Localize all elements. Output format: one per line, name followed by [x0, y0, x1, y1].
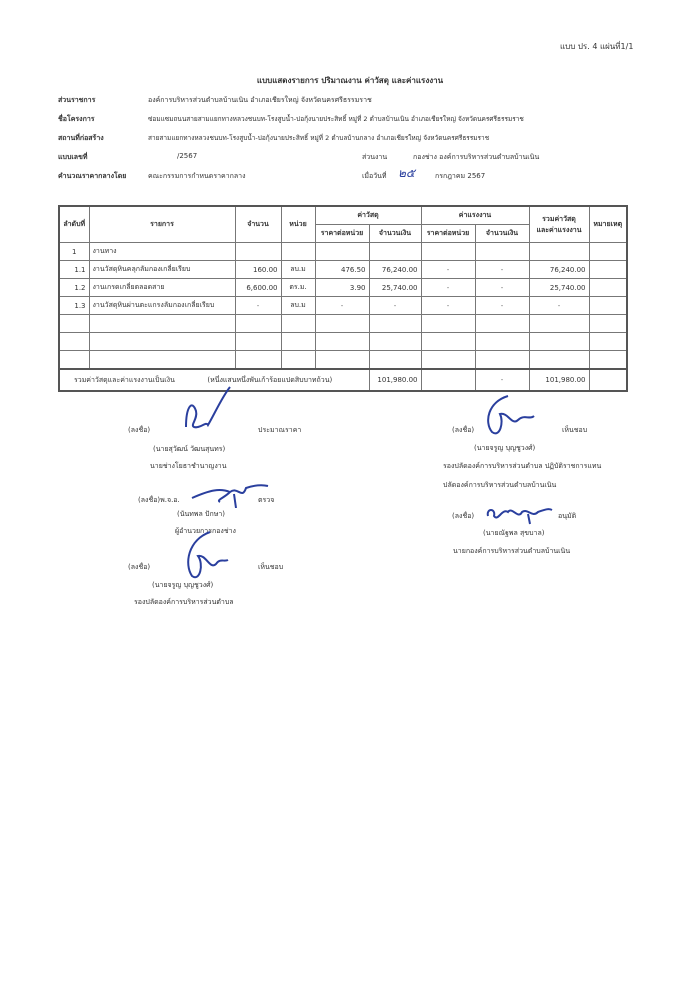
date-label: เมื่อวันที่: [362, 172, 387, 180]
form-no-value: /2567: [177, 152, 198, 160]
sig1-position: นายช่างโยธาชำนาญงาน: [150, 462, 227, 470]
cell-item: งานวัสดุหินผ่านตะแกรงลัมกองเกลี่ยเรียบ: [89, 297, 235, 315]
header-total-line1: รวมค่าวัสดุ: [542, 214, 576, 223]
table-row: [59, 279, 627, 297]
calc-value: คณะกรรมการกำหนดราคากลาง: [148, 172, 246, 180]
sig5-position: รองปลัดองค์การบริหารส่วนตำบล: [134, 598, 234, 606]
cell-no: 1.3: [59, 297, 89, 315]
sig2-position2: ปลัดองค์การบริหารส่วนตำบลบ้านเนิน: [443, 481, 557, 489]
project-label: ชื่อโครงการ: [58, 115, 95, 123]
header-remark: หมายเหตุ: [589, 206, 627, 243]
signature-5-handwriting: [180, 530, 230, 582]
date-value: กรกฎาคม 2567: [435, 172, 486, 180]
table-row: [59, 261, 627, 279]
cell-lab-amount: -: [475, 261, 529, 279]
cell-remark: [589, 297, 627, 315]
calc-label: คำนวณราคากลางโดย: [58, 172, 127, 180]
sig3-position: ผู้อำนวยการกองช่าง: [175, 527, 236, 535]
sig4-prefix: (ลงชื่อ): [452, 512, 475, 520]
page-title: แบบแสดงรายการ ปริมาณงาน ค่าวัสดุ และค่าแรงงาน: [256, 76, 444, 85]
cell-qty: 160.00: [235, 261, 281, 279]
total-words: (หนึ่งแสนหนึ่งพันเก้าร้อยแปดสิบบาทถ้วน): [207, 375, 333, 384]
agency-label: ส่วนราชการ: [58, 96, 96, 104]
form-no-label: แบบเลขที่: [58, 153, 88, 161]
sig2-name: (นายจรูญ บุญชูวงศ์): [474, 444, 536, 452]
total-row: [59, 369, 627, 391]
cell-mat-amount: 76,240.00: [369, 261, 421, 279]
cell-item: งานทาง: [89, 243, 235, 261]
sig4-position: นายกองค์การบริหารส่วนตำบลบ้านเนิน: [453, 547, 571, 555]
header-no: ลำดับที่: [59, 206, 89, 243]
sig2-position: รองปลัดองค์การบริหารส่วนตำบล ปฏิบัติราชการแทน: [443, 462, 602, 470]
header-qty: จำนวน: [235, 206, 281, 243]
cell-remark: [589, 261, 627, 279]
cell-no: 1.2: [59, 279, 89, 297]
table-row-empty: [59, 351, 627, 370]
cell-remark: [589, 279, 627, 297]
cell-qty: -: [235, 297, 281, 315]
cell-unit: ลบ.ม: [281, 261, 315, 279]
total-label: รวมค่าวัสดุและค่าแรงงานเป็นเงิน: [74, 375, 175, 384]
signature-2-handwriting: [478, 392, 538, 440]
cell-mat-price: 3.90: [315, 279, 369, 297]
table-row: [59, 243, 627, 261]
cell-total: 25,740.00: [529, 279, 589, 297]
signature-1-handwriting: [178, 385, 238, 435]
cell-qty: 6,600.00: [235, 279, 281, 297]
header-material-unit-price: ราคาต่อหน่วย: [315, 225, 369, 243]
cell-no: 1.1: [59, 261, 89, 279]
total-all: 101,980.00: [529, 369, 589, 391]
cell-lab-price: -: [421, 297, 475, 315]
sig5-name: (นายจรูญ บุญชูวงศ์): [152, 581, 214, 589]
header-unit: หน่วย: [281, 206, 315, 243]
location-label: สถานที่ก่อสร้าง: [58, 134, 104, 142]
cell-lab-amount: -: [475, 297, 529, 315]
sig3-prefix: (ลงชื่อ)พ.จ.อ.: [138, 496, 180, 504]
sig4-role: อนุมัติ: [558, 512, 577, 520]
sig3-name: (นันทพล ปักษา): [177, 510, 226, 518]
cell-lab-price: -: [421, 261, 475, 279]
cell-mat-price: -: [315, 297, 369, 315]
header-total: [529, 206, 589, 243]
sig5-role: เห็นชอบ: [258, 563, 284, 571]
table-row-empty: [59, 333, 627, 351]
total-labor: -: [475, 369, 529, 391]
sig4-name: (นายณัฐพล สุขบาล): [483, 529, 545, 537]
cell-mat-price: 476.50: [315, 261, 369, 279]
header-total-line2: และค่าแรงงาน: [536, 225, 582, 234]
cell-item: งานเกรดเกลี่ยตลอดสาย: [89, 279, 235, 297]
header-labor-unit-price: ราคาต่อหน่วย: [421, 225, 475, 243]
cell-lab-price: -: [421, 279, 475, 297]
cell-no: 1: [59, 243, 89, 261]
header-material: ค่าวัสดุ: [315, 206, 421, 225]
cell-mat-amount: 25,740.00: [369, 279, 421, 297]
cell-mat-amount: -: [369, 297, 421, 315]
dept-value: กองช่าง องค์การบริหารส่วนตำบลบ้านเนิน: [413, 153, 540, 161]
sig3-role: ตรวจ: [258, 496, 275, 504]
sig1-prefix: (ลงชื่อ): [128, 426, 151, 434]
table-row-empty: [59, 315, 627, 333]
cell-total: -: [529, 297, 589, 315]
dept-label: ส่วนงาน: [362, 153, 388, 161]
sig2-prefix: (ลงชื่อ): [452, 426, 475, 434]
cell-lab-amount: -: [475, 279, 529, 297]
project-value: ซ่อมแซมถนนสายสามแยกทางหลวงชนบท-โรงสูบน้ำ-บ่อกุ้งนายประสิทธิ์ หมู่ที่ 2 ตำบลบ้านเนิน อำเภอเชียรใหญ่ จังหวัดนครศรีธรรมราช: [148, 115, 524, 123]
quantity-table: [58, 205, 628, 392]
location-value: สายสามแยกทางหลวงชนบท-โรงสูบน้ำ-บ่อกุ้งนายประสิทธิ์ หมู่ที่ 2 ตำบลบ้านกลาง อำเภอเชียรใหญ่ จังหวัดนครศรีธรรมราช: [148, 134, 490, 142]
cell-unit: ตร.ม.: [281, 279, 315, 297]
form-code: แบบ ปร. 4 แผ่นที่1/1: [560, 42, 634, 51]
cell-item: งานวัสดุหินคลุกลัมกองเกลี่ยเรียบ: [89, 261, 235, 279]
sig5-prefix: (ลงชื่อ): [128, 563, 151, 571]
sig1-name: (นายสุวัฒน์ วัฒนสุนทร): [153, 445, 226, 453]
cell-total: 76,240.00: [529, 261, 589, 279]
header-labor-amount: จำนวนเงิน: [475, 225, 529, 243]
sig2-role: เห็นชอบ: [562, 426, 588, 434]
header-labor: ค่าแรงงาน: [421, 206, 529, 225]
agency-value: องค์การบริหารส่วนตำบลบ้านเนิน อำเภอเชียรใหญ่ จังหวัดนครศรีธรรมราช: [148, 96, 372, 104]
sig1-role: ประมาณราคา: [258, 426, 302, 434]
cell-unit: ลบ.ม: [281, 297, 315, 315]
header-item: รายการ: [89, 206, 235, 243]
table-row: [59, 297, 627, 315]
date-day-handwritten: ๒๕: [398, 166, 415, 180]
signature-4-handwriting: [484, 502, 554, 526]
header-material-amount: จำนวนเงิน: [369, 225, 421, 243]
total-material: 101,980.00: [369, 369, 421, 391]
